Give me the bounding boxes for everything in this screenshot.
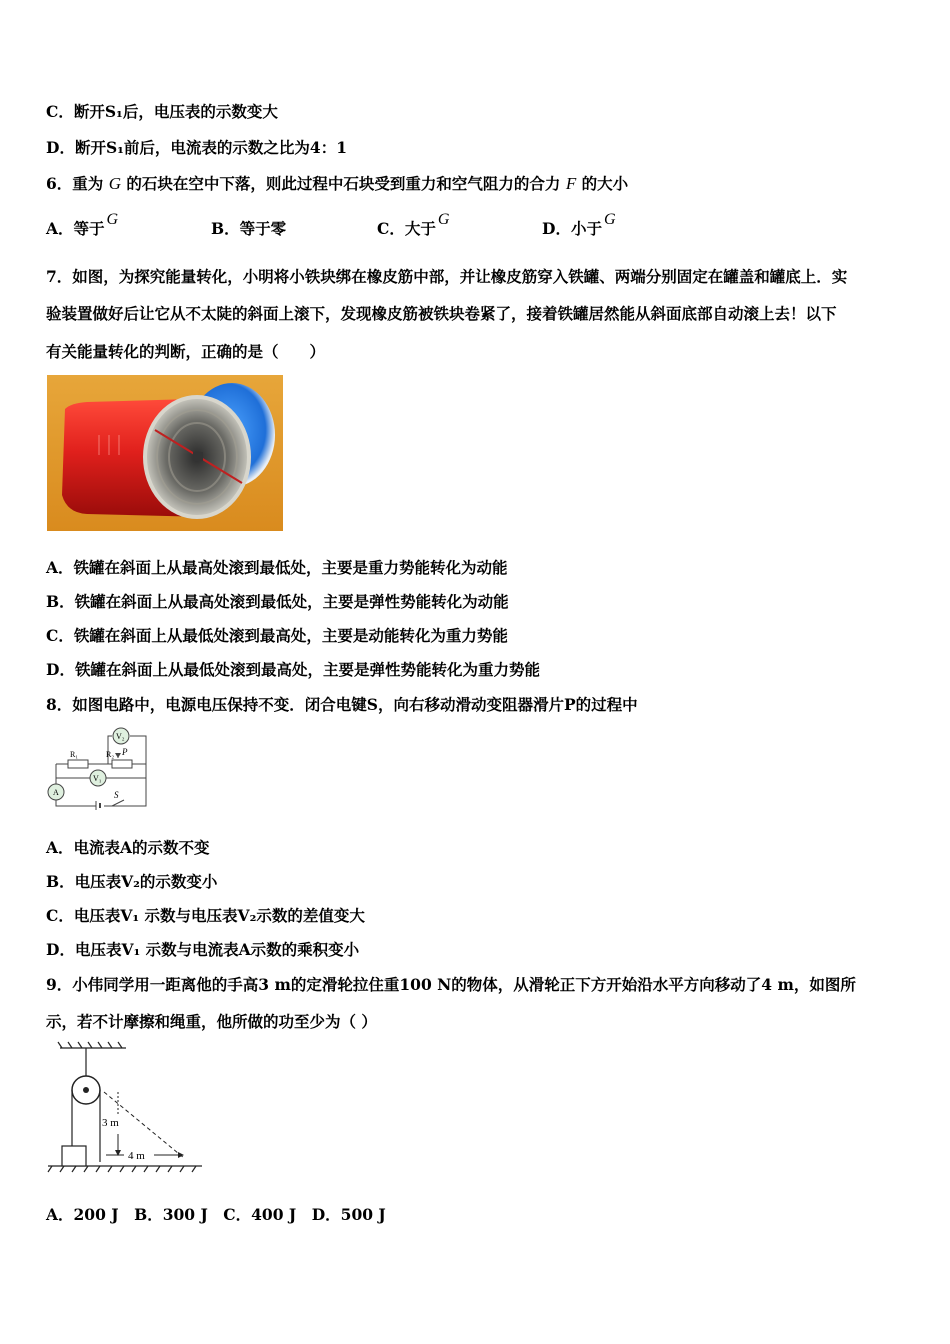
q8-option-b: B．电压表V₂的示数变小 [46, 872, 218, 891]
pulley-diagram [46, 1040, 206, 1176]
q9-options: A．200 J B．300 J C．400 J D．500 J [46, 1205, 386, 1224]
q8-option-a: A．电流表A的示数不变 [46, 838, 210, 857]
q7-option-c: C．铁罐在斜面上从最低处滚到最高处，主要是动能转化为重力势能 [46, 626, 508, 645]
q7-option-a: A．铁罐在斜面上从最高处滚到最低处，主要是重力势能转化为动能 [46, 558, 508, 577]
q7-stem-line2: 验装置做好后让它从不太陡的斜面上滚下，发现橡皮筋被铁块卷紧了，接着铁罐居然能从斜面底部自动滚上去！以下 [46, 304, 837, 323]
q8-stem: 8．如图电路中，电源电压保持不变．闭合电键S，向右移动滑动变阻器滑片P的过程中 [46, 695, 638, 714]
q8-option-c: C．电压表V₁ 示数与电压表V₂示数的差值变大 [46, 906, 365, 925]
label-p: P [122, 747, 128, 757]
q9-stem-line1: 9．小伟同学用一距离他的手高3 m的定滑轮拉住重100 N的物体，从滑轮正下方开始沿水平方向移动了4 m，如图所 [46, 975, 856, 994]
label-r2: R₂ [106, 750, 115, 759]
q7-option-b: B．铁罐在斜面上从最高处滚到最低处，主要是弹性势能转化为动能 [46, 592, 509, 611]
svg-text:V₂: V₂ [116, 732, 125, 741]
q6-option-c: C．大于 G [377, 211, 450, 238]
q7-stem-line1: 7．如图，为探究能量转化，小明将小铁块绑在橡皮筋中部，并让橡皮筋穿入铁罐、两端分别固定在罐盖和罐底上．实 [46, 267, 848, 286]
iron-can-photo [47, 375, 283, 531]
q9-stem-line2: 示，若不计摩擦和绳重，他所做的功至少为（ ） [46, 1012, 377, 1031]
label-a: A [53, 788, 59, 797]
q5-option-d: D．断开S₁前后，电流表的示数之比为4：1 [46, 138, 347, 157]
label-s: S [114, 790, 119, 800]
label-r1: R₁ [70, 750, 79, 759]
slider-p [115, 753, 121, 758]
q6-option-a: A．等于 G [46, 211, 119, 238]
label-3m: 3 m [102, 1117, 119, 1129]
q6-option-d: D．小于 G [542, 211, 616, 238]
weight-block [62, 1146, 86, 1166]
q7-stem-line3: 有关能量转化的判断，正确的是（ ） [46, 342, 326, 361]
circuit-diagram [46, 726, 152, 810]
q6-option-b: B．等于零 [211, 219, 287, 238]
q6-var-f: F [565, 174, 577, 193]
switch-s [112, 800, 124, 806]
q6-stem-b: 的石块在空中下落，则此过程中石块受到重力和空气阻力的合力 [126, 174, 561, 193]
q5-option-c: C．断开S₁后，电压表的示数变大 [46, 102, 278, 121]
q6-stem [46, 173, 910, 195]
label-4m: 4 m [128, 1150, 145, 1162]
iron-block [193, 452, 203, 461]
resistor-r1 [68, 760, 88, 768]
q6-stem-c: 的大小 [581, 174, 629, 193]
q7-option-d: D．铁罐在斜面上从最低处滚到最高处，主要是弹性势能转化为重力势能 [46, 660, 540, 679]
resistor-r2 [112, 760, 132, 768]
q6-var-g: G [108, 174, 121, 193]
q8-option-d: D．电压表V₁ 示数与电流表A示数的乘积变小 [46, 940, 360, 959]
q6-stem-a: 6．重为 [46, 174, 104, 193]
svg-text:V₁: V₁ [93, 774, 102, 783]
